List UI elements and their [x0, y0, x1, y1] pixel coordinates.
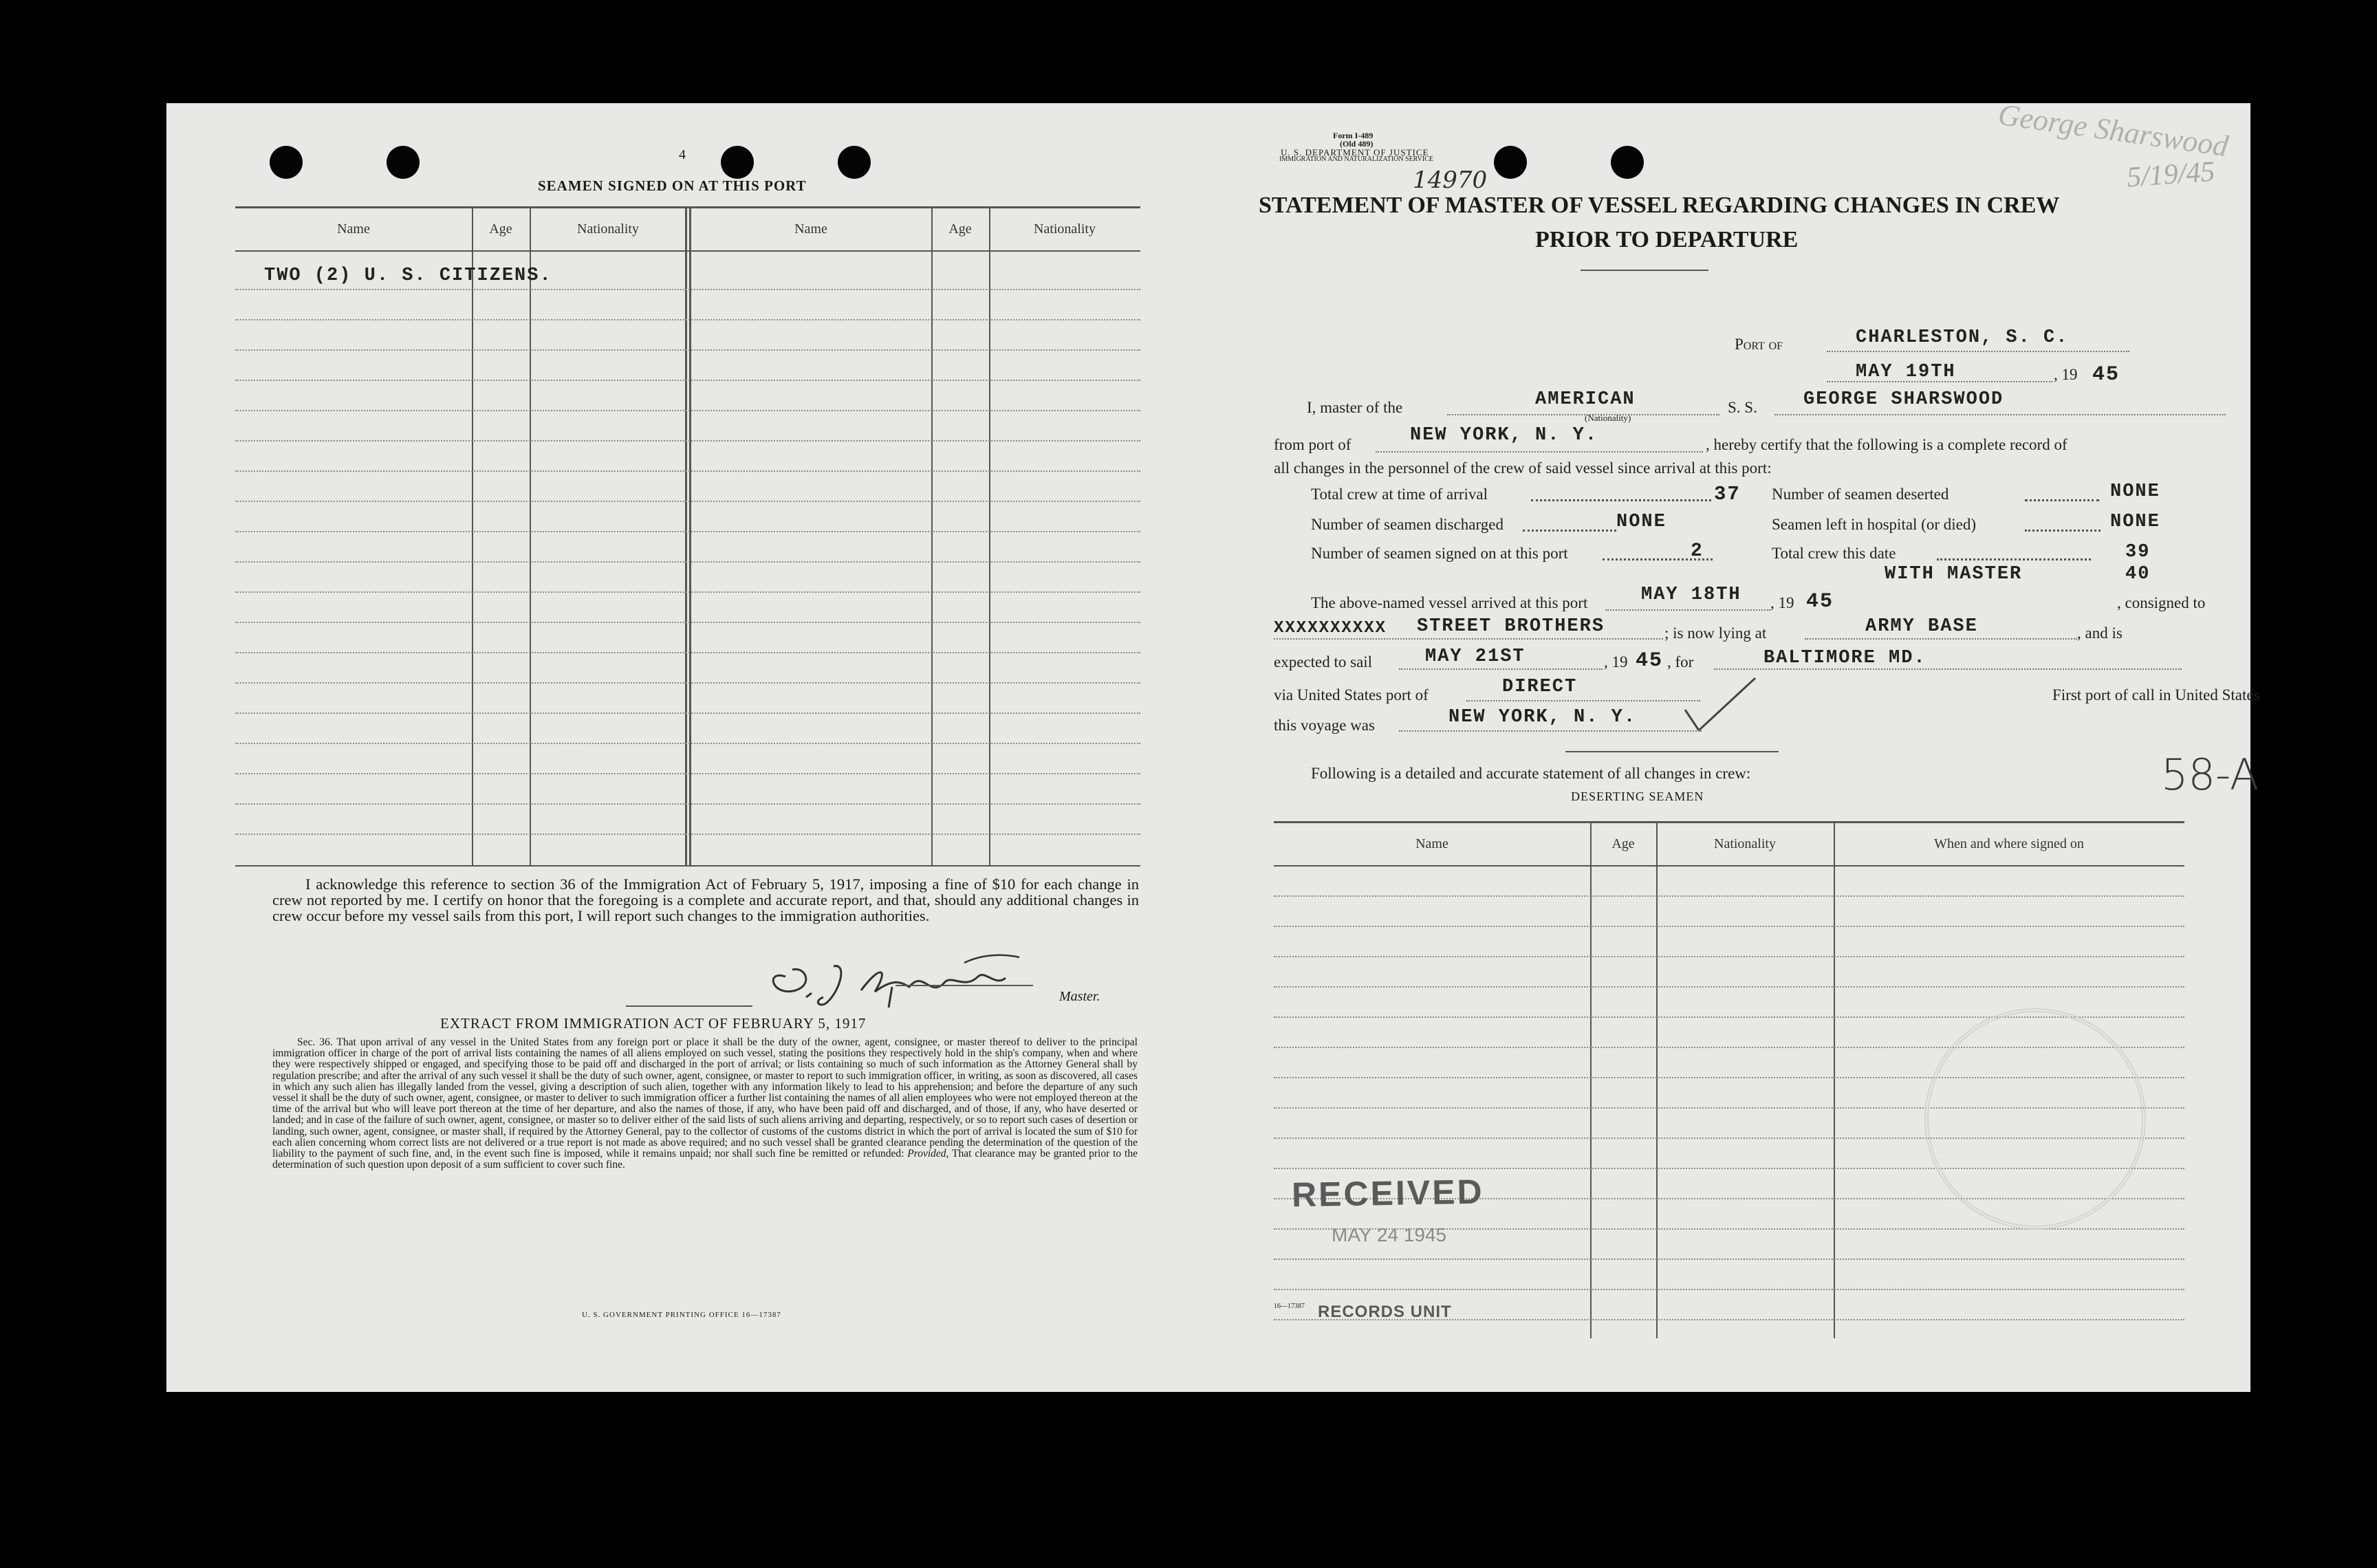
destination-underline [1714, 668, 2182, 670]
table-row-line [1274, 895, 2184, 897]
table-row-line [1274, 956, 2184, 957]
table-row-line [1274, 926, 2184, 927]
sail-label: expected to sail [1274, 653, 1373, 671]
column-divider [1834, 823, 1835, 1338]
consignee-value: STREET BROTHERS [1417, 616, 1605, 637]
column-divider [689, 208, 691, 865]
certify-text-2: all changes in the personnel of the crew of said vessel since arrival at this port: [1274, 459, 1772, 477]
with-master-value: 40 [2125, 564, 2151, 585]
nationality-value: AMERICAN [1535, 389, 1636, 410]
section-rule [1565, 751, 1779, 752]
stamp-date: MAY 24 1945 [1332, 1224, 1447, 1245]
signature-role: Master. [1059, 989, 1100, 1004]
page-number: 4 [679, 147, 686, 162]
form-title: STATEMENT OF MASTER OF VESSEL REGARDING CHANGES IN CREW [1259, 193, 2060, 218]
department-name: U. S. DEPARTMENT OF JUSTICE [1281, 147, 1429, 157]
certify-text: , hereby certify that the following is a complete record of [1706, 436, 2067, 453]
via-label: via United States port of [1274, 686, 1429, 704]
form-old-number: (Old 489) [1340, 139, 1374, 149]
for-label: , for [1667, 653, 1694, 671]
table-row-line [235, 803, 1140, 805]
leader-dots [1523, 530, 1616, 532]
port-value: CHARLESTON, S. C. [1856, 327, 2069, 348]
table-row-line [235, 380, 1140, 381]
master-signature [758, 949, 1047, 1011]
column-divider [1656, 823, 1658, 1338]
deserted-label: Number of seamen deserted [1772, 486, 1949, 503]
from-port-underline [1376, 451, 1703, 453]
leader-dots [1937, 558, 2091, 560]
via-value: DIRECT [1502, 677, 1578, 697]
column-header-name: Name [794, 221, 827, 237]
total-crew-arrival-label: Total crew at time of arrival [1311, 486, 1488, 503]
column-header-nationality: Nationality [1714, 836, 1776, 851]
vessel-underline [1774, 414, 2226, 415]
column-header-nationality: Nationality [1034, 221, 1096, 237]
table-row-line [235, 773, 1140, 774]
table-row-line [235, 682, 1140, 684]
sail-year: 45 [1636, 649, 1664, 673]
section-title: SEAMEN SIGNED ON AT THIS PORT [538, 177, 807, 194]
voyage-value: NEW YORK, N. Y. [1448, 707, 1637, 728]
vessel-name: GEORGE SHARSWOOD [1803, 389, 2004, 410]
table-row-line [235, 440, 1140, 442]
table-row-line [1274, 1289, 2184, 1290]
column-divider [472, 208, 473, 865]
signed-on-label: Number of seamen signed on at this port [1311, 545, 1568, 562]
column-header-age: Age [489, 221, 512, 237]
column-divider [989, 208, 990, 865]
via-underline [1466, 700, 1700, 701]
table-row-line [235, 531, 1140, 532]
consignee-struck: XXXXXXXXXX [1274, 619, 1387, 638]
form-number: Form I-489 [1333, 131, 1374, 140]
table-header-border [1274, 865, 2184, 867]
table-row-line [235, 743, 1140, 744]
and-is-label: , and is [2077, 624, 2123, 642]
master-label: I, master of the [1307, 399, 1403, 416]
table-row-line [235, 561, 1140, 563]
title-rule [1581, 270, 1708, 271]
table-row-line [1274, 986, 2184, 988]
column-header-age: Age [948, 221, 972, 237]
leader-dots [1531, 499, 1711, 501]
handwritten-code: 58-A [2161, 750, 2259, 800]
from-port-label: from port of [1274, 436, 1352, 453]
with-master-label: WITH MASTER [1885, 564, 2023, 585]
table-row-line [235, 834, 1140, 835]
port-label: Port of [1735, 336, 1783, 353]
left-page [166, 103, 1205, 1392]
lying-value: ARMY BASE [1865, 616, 1978, 637]
handwritten-date: 5/19/45 [2125, 155, 2216, 194]
column-header-name: Name [1415, 836, 1448, 851]
voyage-underline [1399, 730, 1702, 732]
acknowledgement-text: I acknowledge this reference to section 36 of the Immigration Act of February 5, 1917, imposing a fine of $10 for each change in crew not reported by me. I certify on honor that the foregoing is a complete and accurate report, and that, should any additional changes in crew occur before my vessel sails from this port, I will report such changes to the immigration authorities. [272, 875, 1139, 924]
lying-underline [1805, 638, 2077, 640]
from-port-value: NEW YORK, N. Y. [1410, 425, 1598, 446]
column-header-age: Age [1611, 836, 1635, 851]
nationality-hint: (Nationality) [1585, 413, 1631, 423]
table-top-border [235, 206, 1140, 208]
following-text: Following is a detailed and accurate statement of all changes in crew: [1311, 765, 1751, 782]
table-row-line [235, 410, 1140, 411]
column-header-name: Name [337, 221, 370, 237]
form-subtitle: PRIOR TO DEPARTURE [1535, 227, 1799, 252]
checkmark-icon [1680, 674, 1762, 736]
table-row-line [235, 712, 1140, 714]
table-row-line [235, 591, 1140, 593]
voyage-label: this voyage was [1274, 717, 1375, 734]
table-bottom-border [235, 865, 1140, 867]
consignee-underline [1274, 638, 1663, 640]
arrived-year-prefix: , 19 [1770, 594, 1794, 611]
signed-on-value: 2 [1691, 541, 1704, 562]
records-unit-stamp: RECORDS UNIT [1318, 1303, 1452, 1321]
total-crew-arrival-value: 37 [1714, 483, 1741, 505]
total-crew-date-label: Total crew this date [1772, 545, 1896, 562]
signature-line [896, 985, 1033, 986]
right-page [1205, 97, 2260, 1392]
handwritten-vessel-name: George Sharswood [1996, 97, 2231, 164]
date-value: MAY 19TH [1856, 362, 1956, 382]
column-divider [685, 208, 687, 865]
year-value: 45 [2092, 363, 2120, 386]
arrived-year: 45 [1806, 590, 1834, 613]
sail-underline [1399, 668, 1603, 670]
leader-dots [2025, 499, 2099, 501]
destination-value: BALTIMORE MD. [1763, 648, 1926, 668]
deserted-value: NONE [2110, 481, 2160, 502]
faint-circular-stamp [1924, 1008, 2146, 1230]
table-header-border [235, 250, 1140, 252]
table-row-line [235, 470, 1140, 472]
document-sheet [166, 97, 2260, 1392]
table-row-line [1274, 1259, 2184, 1260]
column-divider [530, 208, 531, 865]
sail-year-prefix: , 19 [1604, 653, 1628, 671]
hospital-value: NONE [2110, 512, 2160, 532]
total-crew-date-value: 39 [2125, 542, 2151, 563]
consigned-label: , consigned to [2117, 594, 2206, 611]
printer-line: U. S. GOVERNMENT PRINTING OFFICE 16—17387 [582, 1311, 781, 1319]
table-top-border [1274, 821, 2184, 823]
year-prefix: , 19 [2054, 366, 2078, 383]
table-row-line [235, 501, 1140, 502]
arrived-label: The above-named vessel arrived at this port [1311, 594, 1588, 611]
extract-title: EXTRACT FROM IMMIGRATION ACT OF FEBRUARY 5, 1917 [440, 1015, 867, 1032]
nationality-underline [1447, 414, 1719, 415]
footer-code: 16—17387 [1274, 1303, 1305, 1310]
table-row-line [235, 622, 1140, 623]
ss-label: S. S. [1728, 399, 1757, 416]
hospital-label: Seamen left in hospital (or died) [1772, 516, 1977, 533]
received-stamp: RECEIVED [1291, 1172, 1485, 1215]
leader-dots [2025, 530, 2101, 532]
table-row-line [235, 319, 1140, 320]
crew-entry: TWO (2) U. S. CITIZENS. [264, 265, 552, 286]
port-underline [1827, 351, 2129, 352]
deserting-title: DESERTING SEAMEN [1571, 790, 1704, 803]
arrived-value: MAY 18TH [1641, 585, 1741, 605]
extract-text: Sec. 36. That upon arrival of any vessel in the United States from any foreign port or place it shall be the duty of the owner, agent, consignee, or master thereof to deliver to the principal immigration officer in charge of the port of arrival lists containing the names of all aliens employed on such vessel, stating the positions they respectively hold in the ship's company, when and where they were respectively shipped or engaged, and specifying those to be paid off and discharged in the port of arrival; or lists containing so much of such information as the Attorney General shall by regulation prescribe; and after the arrival of any such vessel it shall be the duty of such owner, agent, consignee, or master to report to such immigration officer, in writing, as soon as discovered, all cases in which any such alien has illegally landed from the vessel, giving a description of such alien, together with any information likely to lead to his apprehension; and before the departure of any such vessel it shall be the duty of such owner, agent, consignee, or master to deliver to such immigration officer a further list containing the names of all alien employees who were not employed thereon at the time of the arrival but who will leave port thereon at the time of her departure, and also the names of those, if any, who have been paid off and discharged, and of those, if any, who have deserted or landed; and in case of the failure of such owner, agent, consignee, or master so to deliver either of the said lists of such aliens arriving and departing, respectively, or so to report such cases of desertion or landing, such owner, agent, consignee, or master shall, if required by the Attorney General, pay to the collector of customs of the customs district in which the port of arrival is located the sum of $10 for each alien concerning whom correct lists are not delivered or a true report is not made as above required; and no such vessel shall be granted clearance pending the determination of the question of the liability to the payment of such fine, and, in the event such fine is imposed, while it remains unpaid; nor shall such fine be remitted or refunded: Provided, That clearance may be granted prior to the determination of such question upon deposit of a sum sufficient to cover such fine. [272, 1036, 1138, 1171]
discharged-label: Number of seamen discharged [1311, 516, 1504, 533]
table-row-line [235, 349, 1140, 351]
table-row-line [235, 652, 1140, 653]
arrived-underline [1605, 609, 1770, 611]
column-divider [1590, 823, 1592, 1338]
column-header-signed-on: When and where signed on [1934, 836, 2084, 851]
lying-label: ; is now lying at [1664, 624, 1767, 642]
column-header-nationality: Nationality [577, 221, 639, 237]
file-number: 14970 [1413, 166, 1488, 194]
column-divider [931, 208, 933, 865]
service-name: IMMIGRATION AND NATURALIZATION SERVICE [1279, 155, 1433, 163]
first-port-label: First port of call in United States [2052, 686, 2260, 704]
discharged-value: NONE [1616, 512, 1667, 532]
divider-rule [626, 1005, 752, 1007]
table-row-line [235, 289, 1140, 290]
sail-value: MAY 21ST [1425, 646, 1526, 667]
